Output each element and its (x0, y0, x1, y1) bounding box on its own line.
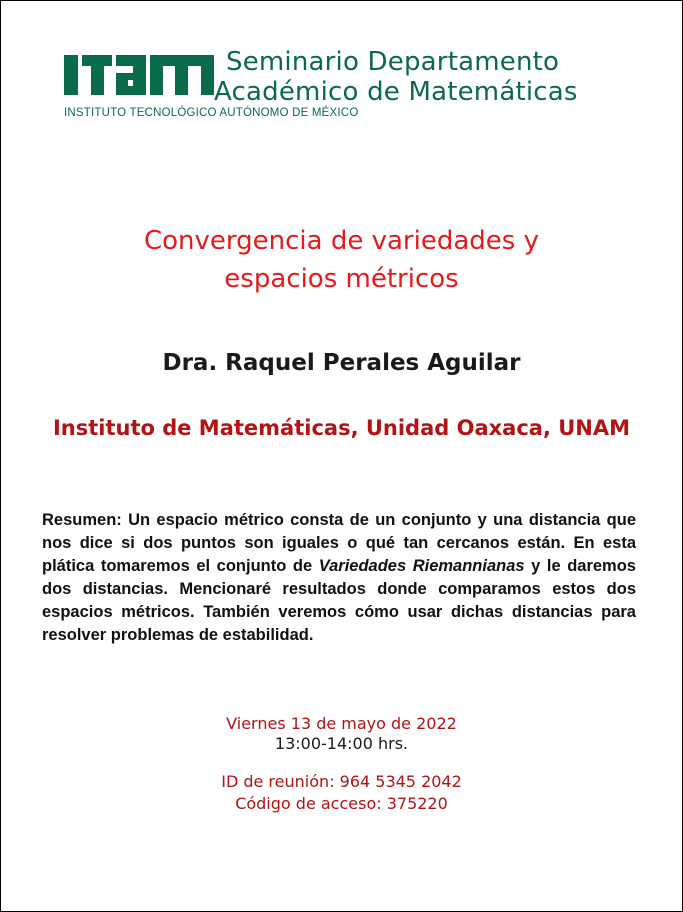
talk-title (0, 222, 683, 298)
logo-letter-m (150, 55, 214, 95)
seminar-title-line1: Seminario Departamento (226, 47, 560, 77)
abstract-emphasis: Variedades Riemannianas (318, 557, 525, 575)
itam-logo (64, 53, 216, 99)
speaker-affiliation: Instituto de Matemáticas, Unidad Oaxaca, UNAM (52, 416, 631, 440)
abstract (42, 509, 636, 647)
speaker-name: Dra. Raquel Perales Aguilar (162, 350, 521, 376)
schedule (0, 714, 683, 754)
meeting-passcode: Código de acceso: 375220 (235, 794, 448, 813)
abstract-text-part1: Resumen: Un espacio métrico consta de un conjunto y una distancia que nos dice si dos puntos son iguales o qué tan cercanos están. En esta plática tomaremos el conjunto de (42, 511, 636, 575)
logo-letter-i (64, 55, 78, 95)
abstract-text-part2: y le daremos dos distancias. Mencionaré resultados donde comparamos estos dos espacios métricos. También veremos cómo usar dichas distancias para resolver problemas de estabilidad. (42, 557, 636, 644)
talk-title-line1: Convergencia de variedades y (144, 226, 539, 256)
logo-letter-a (116, 55, 146, 95)
institute-name: INSTITUTO TECNOLÓGICO AUTÓNOMO DE MÉXICO (64, 107, 359, 119)
seminar-title (214, 47, 578, 107)
event-date: Viernes 13 de mayo de 2022 (226, 714, 457, 733)
seminar-title-line2: Académico de Matemáticas (214, 77, 578, 107)
event-time: 13:00-14:00 hrs. (274, 734, 409, 753)
meeting-info (0, 771, 683, 815)
logo-letter-t (82, 55, 112, 95)
header (64, 47, 624, 127)
talk-title-line2: espacios métricos (224, 264, 459, 294)
meeting-id: ID de reunión: 964 5345 2042 (221, 772, 462, 791)
